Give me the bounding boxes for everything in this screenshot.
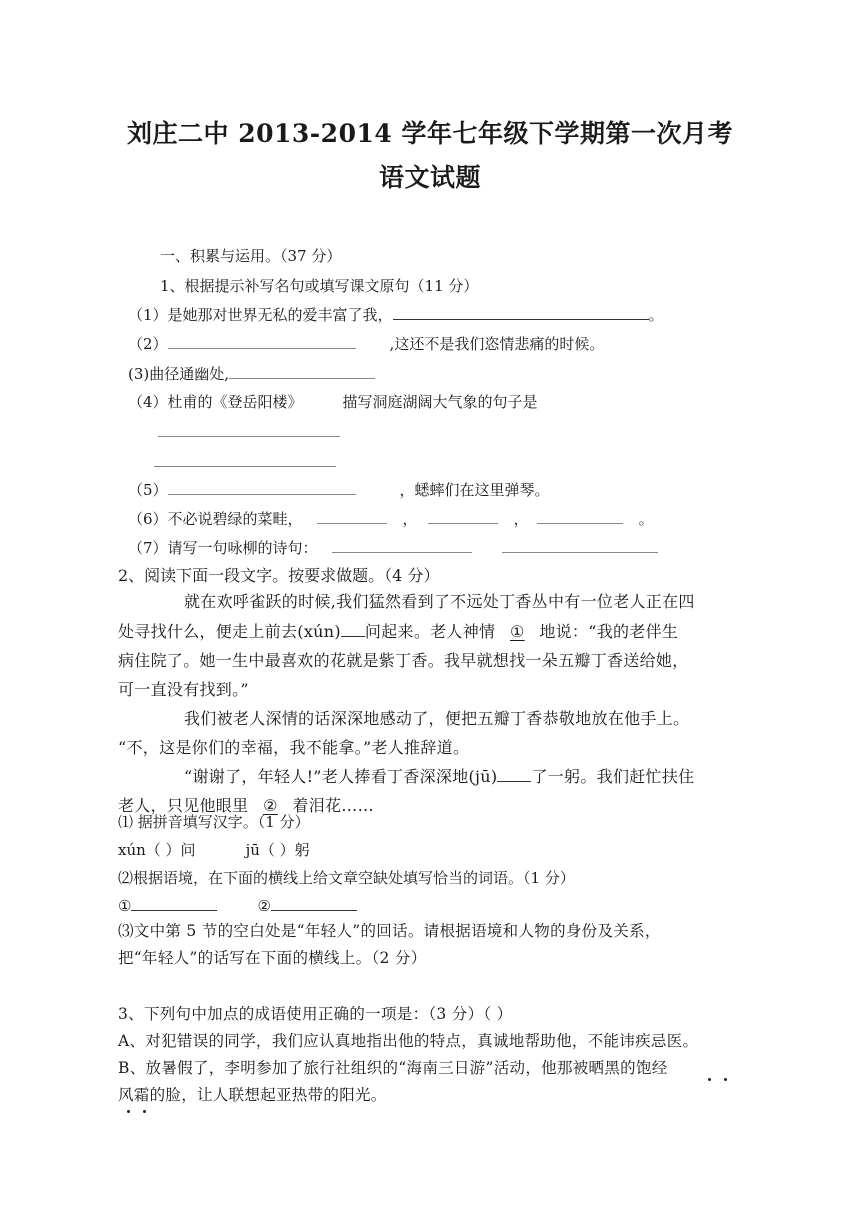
- q1-item2: [128, 334, 604, 354]
- answer-blank[interactable]: [497, 767, 531, 782]
- emphasis-dot: [708, 1078, 711, 1081]
- q1-item6-comma1: ，: [402, 510, 418, 528]
- answer-blank[interactable]: [537, 509, 623, 524]
- q1-item2-end: ,这还不是我们恣情悲痛的时候。: [389, 335, 605, 353]
- answer-blank[interactable]: [341, 622, 365, 637]
- q3-heading: 3、下列句中加点的成语使用正确的一项是：（3 分）（ ）: [118, 1005, 513, 1023]
- passage-line: [118, 622, 678, 642]
- emphasis-dot: [127, 1110, 130, 1113]
- answer-blank[interactable]: [158, 422, 340, 437]
- q1-item5-text: （5）: [128, 481, 168, 499]
- q1-item2-text: （2）: [128, 335, 168, 353]
- pinyin-ju-answer[interactable]: jū（ ）躬: [245, 841, 310, 859]
- q3-option-b-line1: B、放暑假了，李明参加了旅行社组织的“海南三日游”活动，他那被晒黑的饱经: [118, 1059, 668, 1077]
- q1-item1-end: 。: [648, 306, 664, 324]
- q1-item3: [128, 364, 375, 384]
- answer-blank[interactable]: [317, 509, 387, 524]
- passage-line: “不，这是你们的幸福，我不能拿。”老人推辞道。: [118, 738, 470, 757]
- q2-sub2: ⑵根据语境，在下面的横线上给文章空缺处填写恰当的词语。（1 分）: [118, 869, 575, 887]
- q1-item6: [128, 509, 654, 529]
- q1-item1: [128, 305, 664, 325]
- q1-item5: [128, 480, 550, 500]
- blank-marker-2: ②: [263, 796, 278, 815]
- passage-line: 就在欢呼雀跃的时候,我们猛然看到了不远处丁香丛中有一位老人正在四: [184, 592, 695, 611]
- exam-title-line2: 语文试题: [378, 163, 481, 192]
- q2-heading: 2、阅读下面一段文字。按要求做题。（4 分）: [118, 566, 440, 585]
- q1-item4: [128, 392, 538, 412]
- q1-item6-text: （6）不必说碧绿的菜畦，: [128, 510, 303, 528]
- blank-marker-1: ①: [510, 622, 525, 641]
- answer-blank[interactable]: [271, 896, 357, 911]
- q2-sub3-line2: 把“年轻人”的话写在下面的横线上。（2 分）: [118, 949, 427, 967]
- section1-heading: 一、积累与运用。（37 分）: [160, 247, 342, 265]
- exam-title-line1: 刘庄二中 2013-2014 学年七年级下学期第一次月考: [127, 119, 733, 148]
- q2-sub2-answers: [118, 896, 357, 916]
- answer-blank[interactable]: [154, 452, 336, 467]
- passage-line: 病住院了。她一生中最喜欢的花就是紫丁香。我早就想找一朵五瓣丁香送给她，: [118, 651, 689, 670]
- q1-item4-text: （4）杜甫的《登岳阳楼》: [128, 393, 303, 411]
- pinyin-xun-answer[interactable]: xún（ ）问: [118, 841, 196, 859]
- passage-text: “谢谢了，年轻人!”老人捧看丁香深深地(jū): [184, 767, 498, 786]
- passage-line: 我们被老人深情的话深深地感动了，便把五瓣丁香恭敬地放在他手上。: [184, 709, 690, 728]
- answer-blank[interactable]: [393, 305, 649, 320]
- q2-sub3-line1: ⑶文中第 5 节的空白处是“年轻人”的回话。请根据语境和人物的身份及关系，: [118, 922, 661, 940]
- q1-item5-end: ，蟋蟀们在这里弹琴。: [399, 481, 550, 499]
- answer-blank[interactable]: [131, 896, 217, 911]
- q1-heading: 1、根据提示补写名句或填写课文原句（11 分）: [160, 277, 479, 295]
- passage-text: 地说：“我的老伴生: [539, 622, 679, 641]
- answer-label-2: ②: [257, 897, 271, 915]
- q3-option-b-line2: 风霜的脸，让人联想起亚热带的阳光。: [118, 1086, 387, 1104]
- q2-sub1-answers: [118, 840, 310, 860]
- q1-item7: [128, 538, 658, 558]
- q1-item6-comma2: ，: [513, 510, 529, 528]
- emphasis-dot: [143, 1110, 146, 1113]
- q1-item7-text: （7）请写一句咏柳的诗句：: [128, 539, 318, 557]
- passage-line: [184, 767, 694, 787]
- q1-item4-desc: 描写洞庭湖阔大气象的句子是: [342, 393, 538, 411]
- answer-blank[interactable]: [168, 480, 356, 495]
- answer-blank[interactable]: [332, 538, 472, 553]
- q3-option-a: A、对犯错误的同学，我们应认真地指出他的特点，真诚地帮助他，不能讳疾忌医。: [118, 1032, 699, 1050]
- passage-line: 可一直没有找到。”: [118, 680, 249, 699]
- passage-text: 问起来。老人神情: [364, 622, 496, 641]
- answer-blank[interactable]: [168, 334, 356, 349]
- answer-label-1: ①: [118, 897, 132, 915]
- q1-item6-end: 。: [638, 510, 654, 528]
- passage-text: 处寻找什么，便走上前去(xún): [118, 622, 341, 641]
- q2-sub1: ⑴ 据拼音填写汉字。（1 分）: [118, 813, 310, 831]
- passage-text: 着泪花……: [292, 796, 374, 815]
- answer-blank[interactable]: [229, 364, 375, 379]
- emphasis-dot: [724, 1078, 727, 1081]
- passage-text: 了一躬。我们赶忙扶住: [531, 767, 695, 786]
- answer-blank[interactable]: [502, 538, 658, 553]
- q1-item3-text: (3)曲径通幽处,: [128, 365, 230, 383]
- q1-item1-text: （1）是她那对世界无私的爱丰富了我，: [128, 306, 393, 324]
- answer-blank[interactable]: [428, 509, 498, 524]
- passage-text: 老人，只见他眼里: [118, 796, 249, 815]
